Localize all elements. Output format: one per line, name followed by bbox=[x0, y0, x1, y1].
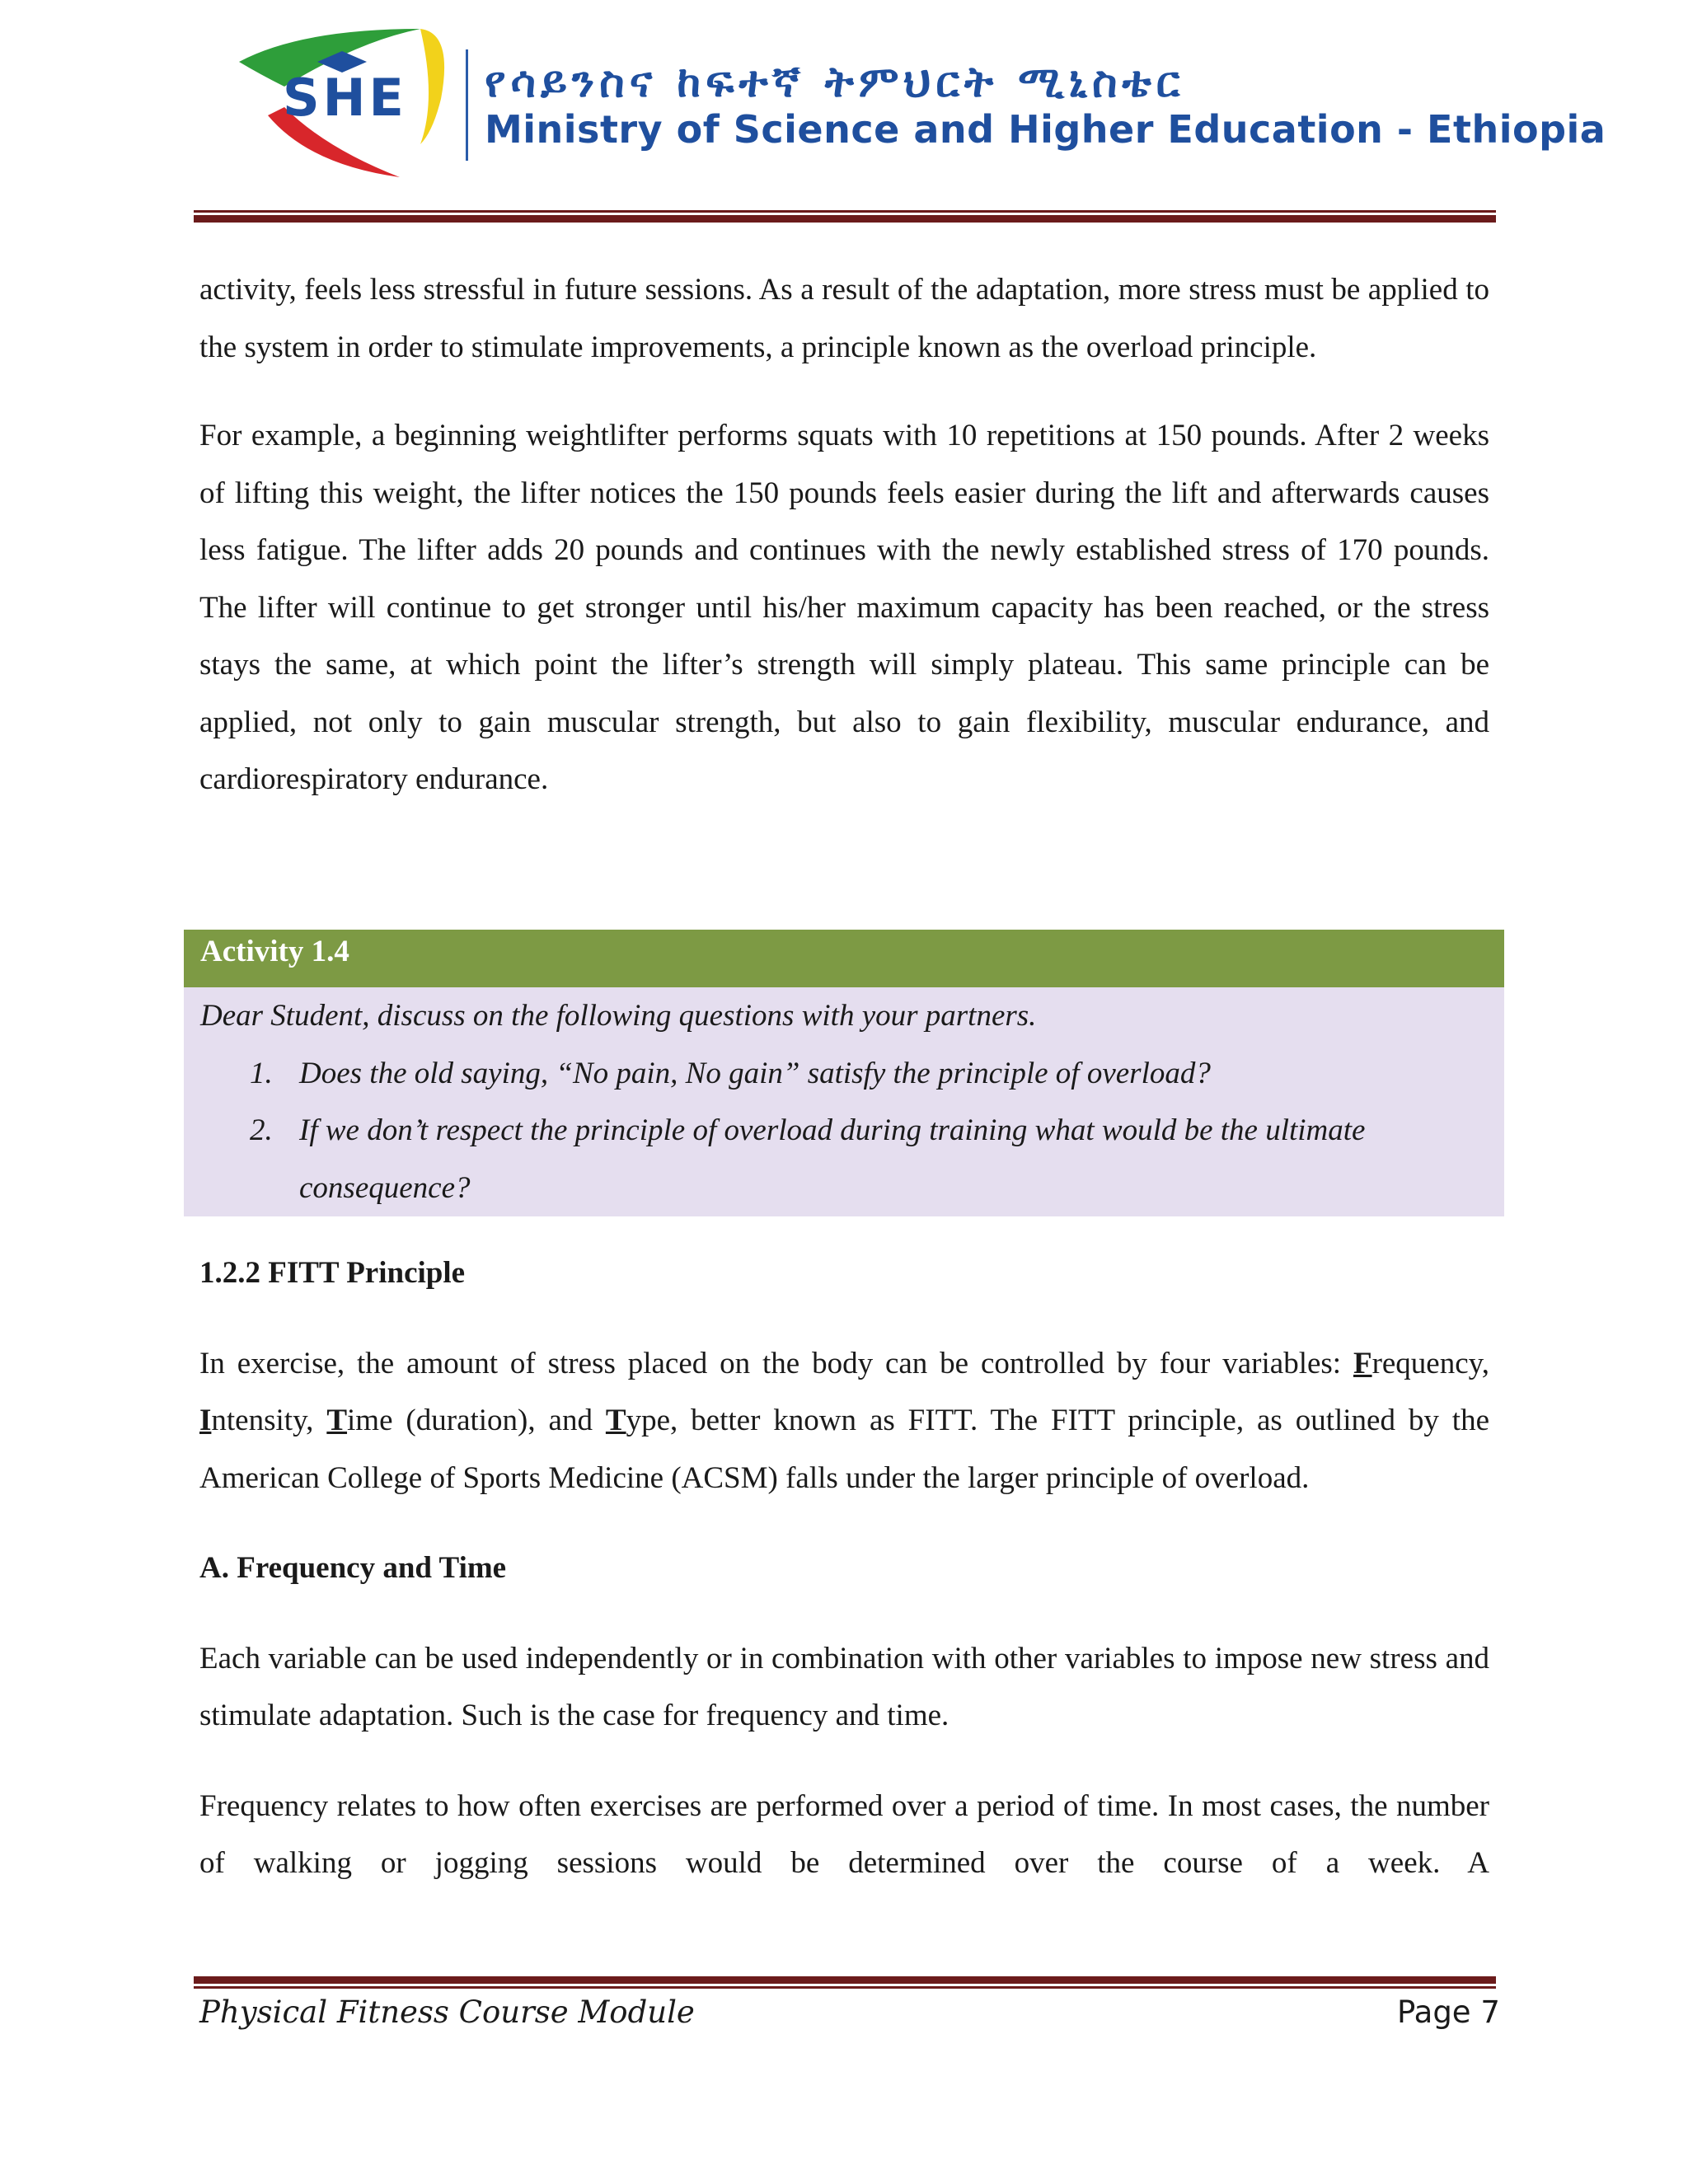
paragraph-fitt: In exercise, the amount of stress placed on the body can be controlled by four variables: Frequency, Intensity, Time (duration), and Type, better known as FITT. The FITT principle, as outlined by the American College of Sports Medicine (ACSM) falls under the larger principle of overload. bbox=[199, 1346, 1490, 1495]
paragraph-weightlifter-example: For example, a beginning weightlifter performs squats with 10 repetitions at 150 pounds. After 2 weeks of lifting this weight, the lifter notices the 150 pounds feels easier during the lift and afterwards causes less fatigue. The lifter adds 20 pounds and continues with the newly established stress of 170 pounds. The lifter will continue to get stronger until his/her maximum capacity has been reached, or the stress stays the same, at which point the lifter’s strength will simply plateau. This same principle can be applied, not only to gain muscular strength, but also to gain flexibility, muscular endurance, and cardiorespiratory endurance. bbox=[199, 419, 1489, 796]
paragraph-frequency-definition: Frequency relates to how often exercises are performed over a period of time. In most cases, the number of walking or jogging sessions would be determined over the course of a week. A bbox=[199, 1788, 1489, 1880]
activity-title: Activity 1.4 bbox=[184, 930, 1504, 987]
activity-questions bbox=[200, 1045, 1504, 1217]
logo-yellow-swoosh bbox=[420, 29, 444, 144]
section-heading-frequency: A. Frequency and Time bbox=[199, 1551, 507, 1585]
activity-body bbox=[184, 987, 1504, 1216]
page-header bbox=[0, 0, 1688, 206]
ministry-logo bbox=[235, 25, 457, 181]
header-rule bbox=[194, 210, 1496, 223]
footer-course-title: Physical Fitness Course Module bbox=[199, 1994, 695, 2030]
main-content-top bbox=[199, 261, 1489, 808]
paragraph-frequency-intro: Each variable can be used independently or in combination with other variables to impose new stress and stimulate adaptation. Such is the case for frequency and time. bbox=[199, 1641, 1489, 1732]
logo-text: SHE bbox=[283, 68, 407, 128]
section-heading-fitt: 1.2.2 FITT Principle bbox=[199, 1256, 466, 1290]
ministry-title-english: Ministry of Science and Higher Education - Ethiopia bbox=[485, 107, 1606, 152]
ministry-title-amharic: የሳይንስና ከፍተኛ ትምህርት ሚኒስቴር bbox=[485, 58, 1185, 107]
list-item: 1. Does the old saying, “No pain, No gain” satisfy the principle of overload? bbox=[250, 1056, 1211, 1090]
header-divider bbox=[466, 49, 468, 161]
list-item: 2. If we don’t respect the principle of overload during training what would be the ultimate consequence? bbox=[250, 1113, 1366, 1205]
footer-page-number: Page 7 bbox=[1397, 1994, 1500, 2030]
activity-box bbox=[184, 930, 1504, 1216]
footer-rule bbox=[194, 1976, 1496, 1989]
main-content-bottom bbox=[199, 1244, 1489, 1892]
paragraph-overload: activity, feels less stressful in future sessions. As a result of the adaptation, more stress must be applied to the system in order to stimulate improvements, a principle known as the overload principle. bbox=[199, 273, 1489, 364]
activity-intro: Dear Student, discuss on the following questions with your partners. bbox=[200, 999, 1037, 1033]
